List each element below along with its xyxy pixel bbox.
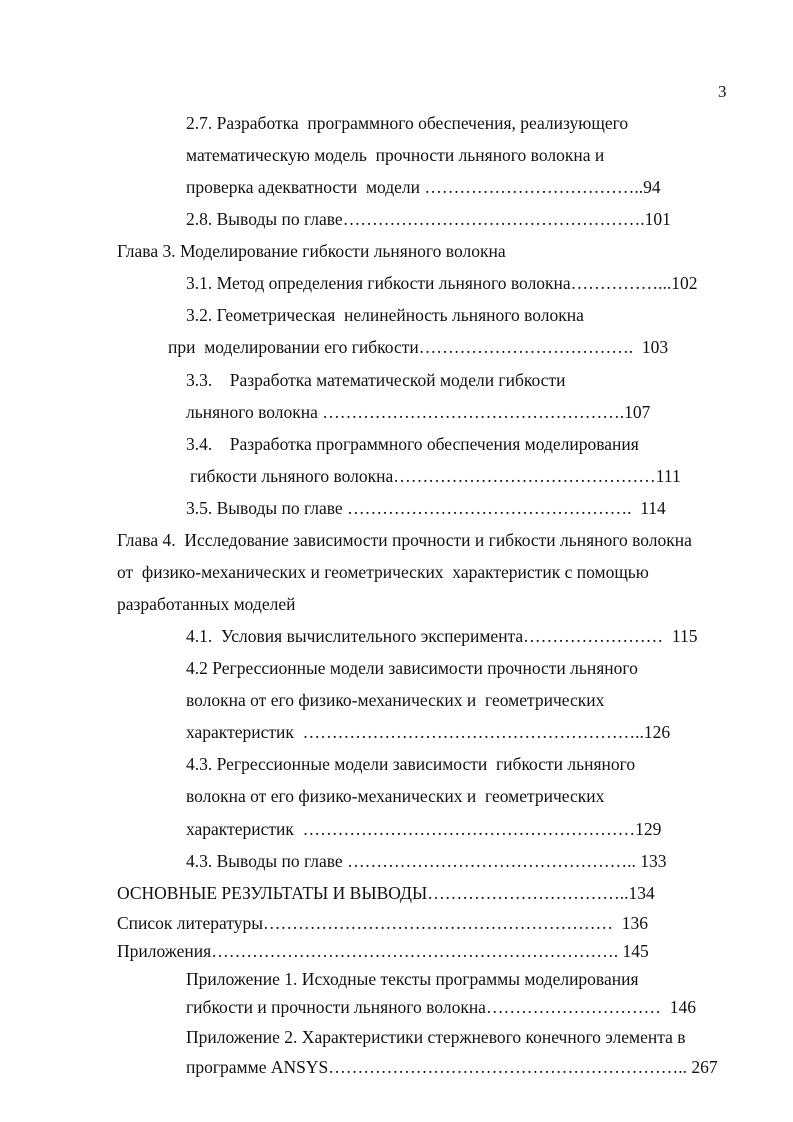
toc-line: 3.4. Разработка программного обеспечения моделирования	[186, 434, 639, 454]
toc-chapter-heading: от физико-механических и геометрических характеристик с помощью	[117, 562, 649, 582]
toc-chapter-heading: разработанных моделей	[117, 594, 296, 614]
page-number: 3	[718, 82, 727, 101]
toc-chapter-heading: Глава 3. Моделирование гибкости льняного волокна	[117, 241, 506, 261]
toc-section-heading: Список литературы…………………………………………………… 136	[117, 913, 649, 933]
toc-section-heading: Приложения……………………………………………………………. 145	[117, 941, 649, 961]
toc-line: 4.3. Выводы по главе ………………………………………….. 133	[186, 851, 667, 871]
toc-line: Приложение 2. Характеристики стержневого конечного элемента в	[186, 1027, 686, 1047]
toc-chapter-heading: Глава 4. Исследование зависимости прочности и гибкости льняного волокна	[117, 530, 692, 550]
toc-line: 3.1. Метод определения гибкости льняного волокна……………...102	[186, 273, 698, 293]
toc-line: 4.2 Регрессионные модели зависимости прочности льняного	[186, 658, 638, 678]
toc-line: программе ANSYS…………………………………………………….. 267	[186, 1057, 718, 1077]
toc-line: волокна от его физико-механических и геометрических	[186, 690, 605, 710]
toc-line: математическую модель прочности льняного волокна и	[186, 145, 605, 165]
toc-line: 4.1. Условия вычислительного эксперимента…………………… 115	[186, 626, 698, 646]
toc-line: характеристик …………………………………………………129	[186, 819, 662, 839]
toc-line: гибкости и прочности льняного волокна………………………… 146	[186, 997, 696, 1017]
toc-line: 3.2. Геометрическая нелинейность льняного волокна	[186, 305, 584, 325]
toc-section-heading: ОСНОВНЫЕ РЕЗУЛЬТАТЫ И ВЫВОДЫ……………………………..134	[117, 883, 655, 903]
toc-line: льняного волокна …………………………………………….107	[186, 402, 651, 422]
toc-line: проверка адекватности модели ………………………………..94	[186, 177, 661, 197]
toc-line: при моделировании его гибкости………………………………. 103	[168, 337, 669, 357]
toc-line: 3.5. Выводы по главе …………………………………………. 114	[186, 498, 666, 518]
toc-line: 3.3. Разработка математической модели гибкости	[186, 370, 566, 390]
toc-line: 2.7. Разработка программного обеспечения, реализующего	[186, 113, 629, 133]
toc-line: гибкости льняного волокна………………………………………111	[190, 466, 681, 486]
toc-line: 2.8. Выводы по главе…………………………………………….101	[186, 209, 671, 229]
toc-line: Приложение 1. Исходные тексты программы моделирования	[186, 969, 639, 989]
toc-line: 4.3. Регрессионные модели зависимости гибкости льняного	[186, 754, 636, 774]
toc-line: характеристик …………………………………………………..126	[186, 722, 671, 742]
toc-line: волокна от его физико-механических и геометрических	[186, 786, 605, 806]
